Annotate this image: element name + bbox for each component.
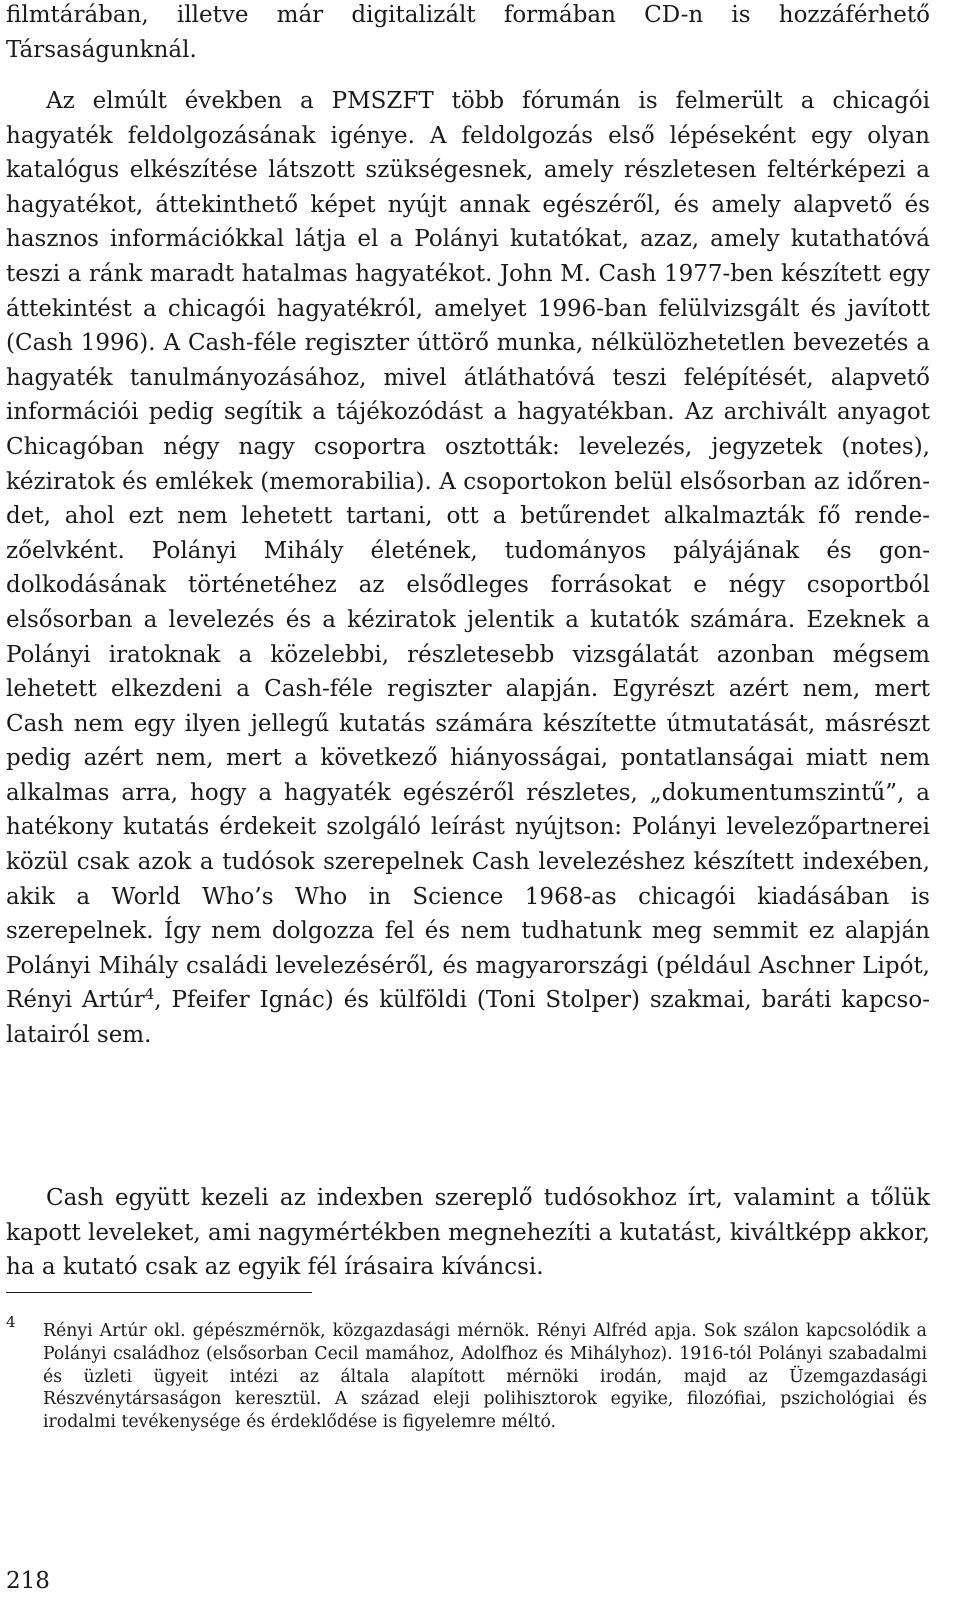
paragraph-index-letters <box>6 1181 930 1285</box>
paragraph-cash-register <box>6 84 930 1053</box>
paragraph-text: , Pfeifer Ignác) és külföldi (Toni Stolper) szakmai, baráti kapcsolatairól sem. <box>6 987 930 1049</box>
footnote-text: Rényi Artúr okl. gépészmérnök, közgazdasági mérnök. Rényi Alfréd apja. Sok szálon kapcsolódik a Polányi családhoz (elsősorban Cecil mamához, Adolfhoz és Mihályhoz). 1916-tól Polányi szabadalmi és üzleti ügyeit intézi az általa alapított mérnöki irodán, majd az Üzemgazdasági Részvénytársaságon keresztül. A század eleji polihisztorok egyike, filozófiai, pszichológiai és irodalmi tevékenysége és érdeklődése is figyelemre méltó. <box>43 1321 927 1433</box>
page-number: 218 <box>6 1568 50 1594</box>
paragraph-text: Az elmúlt években a PMSZFT több fórumán is felmerült a chicagói hagyaték feldolgozásának igénye. A feldolgozás első lépéseként egy olyan katalógus elkészítése látszott szükségesnek, amely részletesen feltérképezi a hagyatékot, áttekinthető képet nyújt annak egészéről, és amely alapvető és hasznos információkkal látja el a Polányi kutatókat, azaz, amely kutathatóvá teszi a ránk maradt hatalmas hagyatékot. John M. Cash 1977-ben készített egy áttekintést a chicagói hagyatékról, amelyet 1996-ban felülvizsgált és javított (Cash 1996). A Cash-féle regiszter úttörő munka, nélkülözhetetlen bevezetés a hagyaték tanulmányozásához, mivel átláthatóvá teszi felépítését, alapvető információi pedig segítik a tájékozódást a hagyatékban. Az archivált anyagot Chicagóban négy nagy csoportra osztották: levelezés, jegyzetek (notes), kéziratok és emlékek (memorabilia). A csoportokon belül elsősorban az időrendet, ahol ezt nem lehetett tartani, ott a betűrendet alkalmazták fő rendezőelvként. Polányi Mihály életének, tudományos pályájának és gondolkodásának történetéhez az elsődleges forrásokat e négy csoportból elsősorban a levelezés és a kéziratok jelentik a kutatók számára. Ezeknek a Polányi iratoknak a közelebbi, részletesebb vizsgálatát azonban mégsem lehetett elkezdeni a Cash-féle regiszter alapján. Egyrészt azért nem, mert Cash nem egy ilyen jellegű kutatás számára készítette útmutatását, másrészt pedig azért nem, mert a következő hiányosságai, pontatlanságai miatt nem alkalmas arra, hogy a hagyaték egészéről részletes, „dokumentumszintű”, a hatékony kutatás érdekeit szolgáló leírást nyújtson: Polányi levelezőpartnerei közül csak azok a tudósok szerepelnek Cash levelezéshez készített indexében, akik a World Who’s Who in Science 1968-as chicagói kiadásában is szerepelnek. Így nem dolgozza fel és nem tudhatunk meg semmit ez alapján Polányi Mihály családi levelezéséről, és magyarországi (például Aschner Lipót, Rényi Artúr <box>6 88 930 1014</box>
paragraph-text: filmtárában, illetve már digitalizált formában CD-n is hozzáférhető Társaságunknál. <box>6 2 930 63</box>
footnote-separator <box>6 1292 312 1293</box>
paragraph-continuation <box>6 0 930 67</box>
footnote-number: 4 <box>6 1313 16 1331</box>
footnote-reference: 4 <box>144 985 155 1004</box>
paragraph-text: Cash együtt kezeli az indexben szereplő tudósokhoz írt, valamint a tőlük kapott leveleket, ami nagymértékben megnehezíti a kutatást, kiváltképp akkor, ha a kutató csak az egyik fél írásaira kíváncsi. <box>6 1185 930 1281</box>
